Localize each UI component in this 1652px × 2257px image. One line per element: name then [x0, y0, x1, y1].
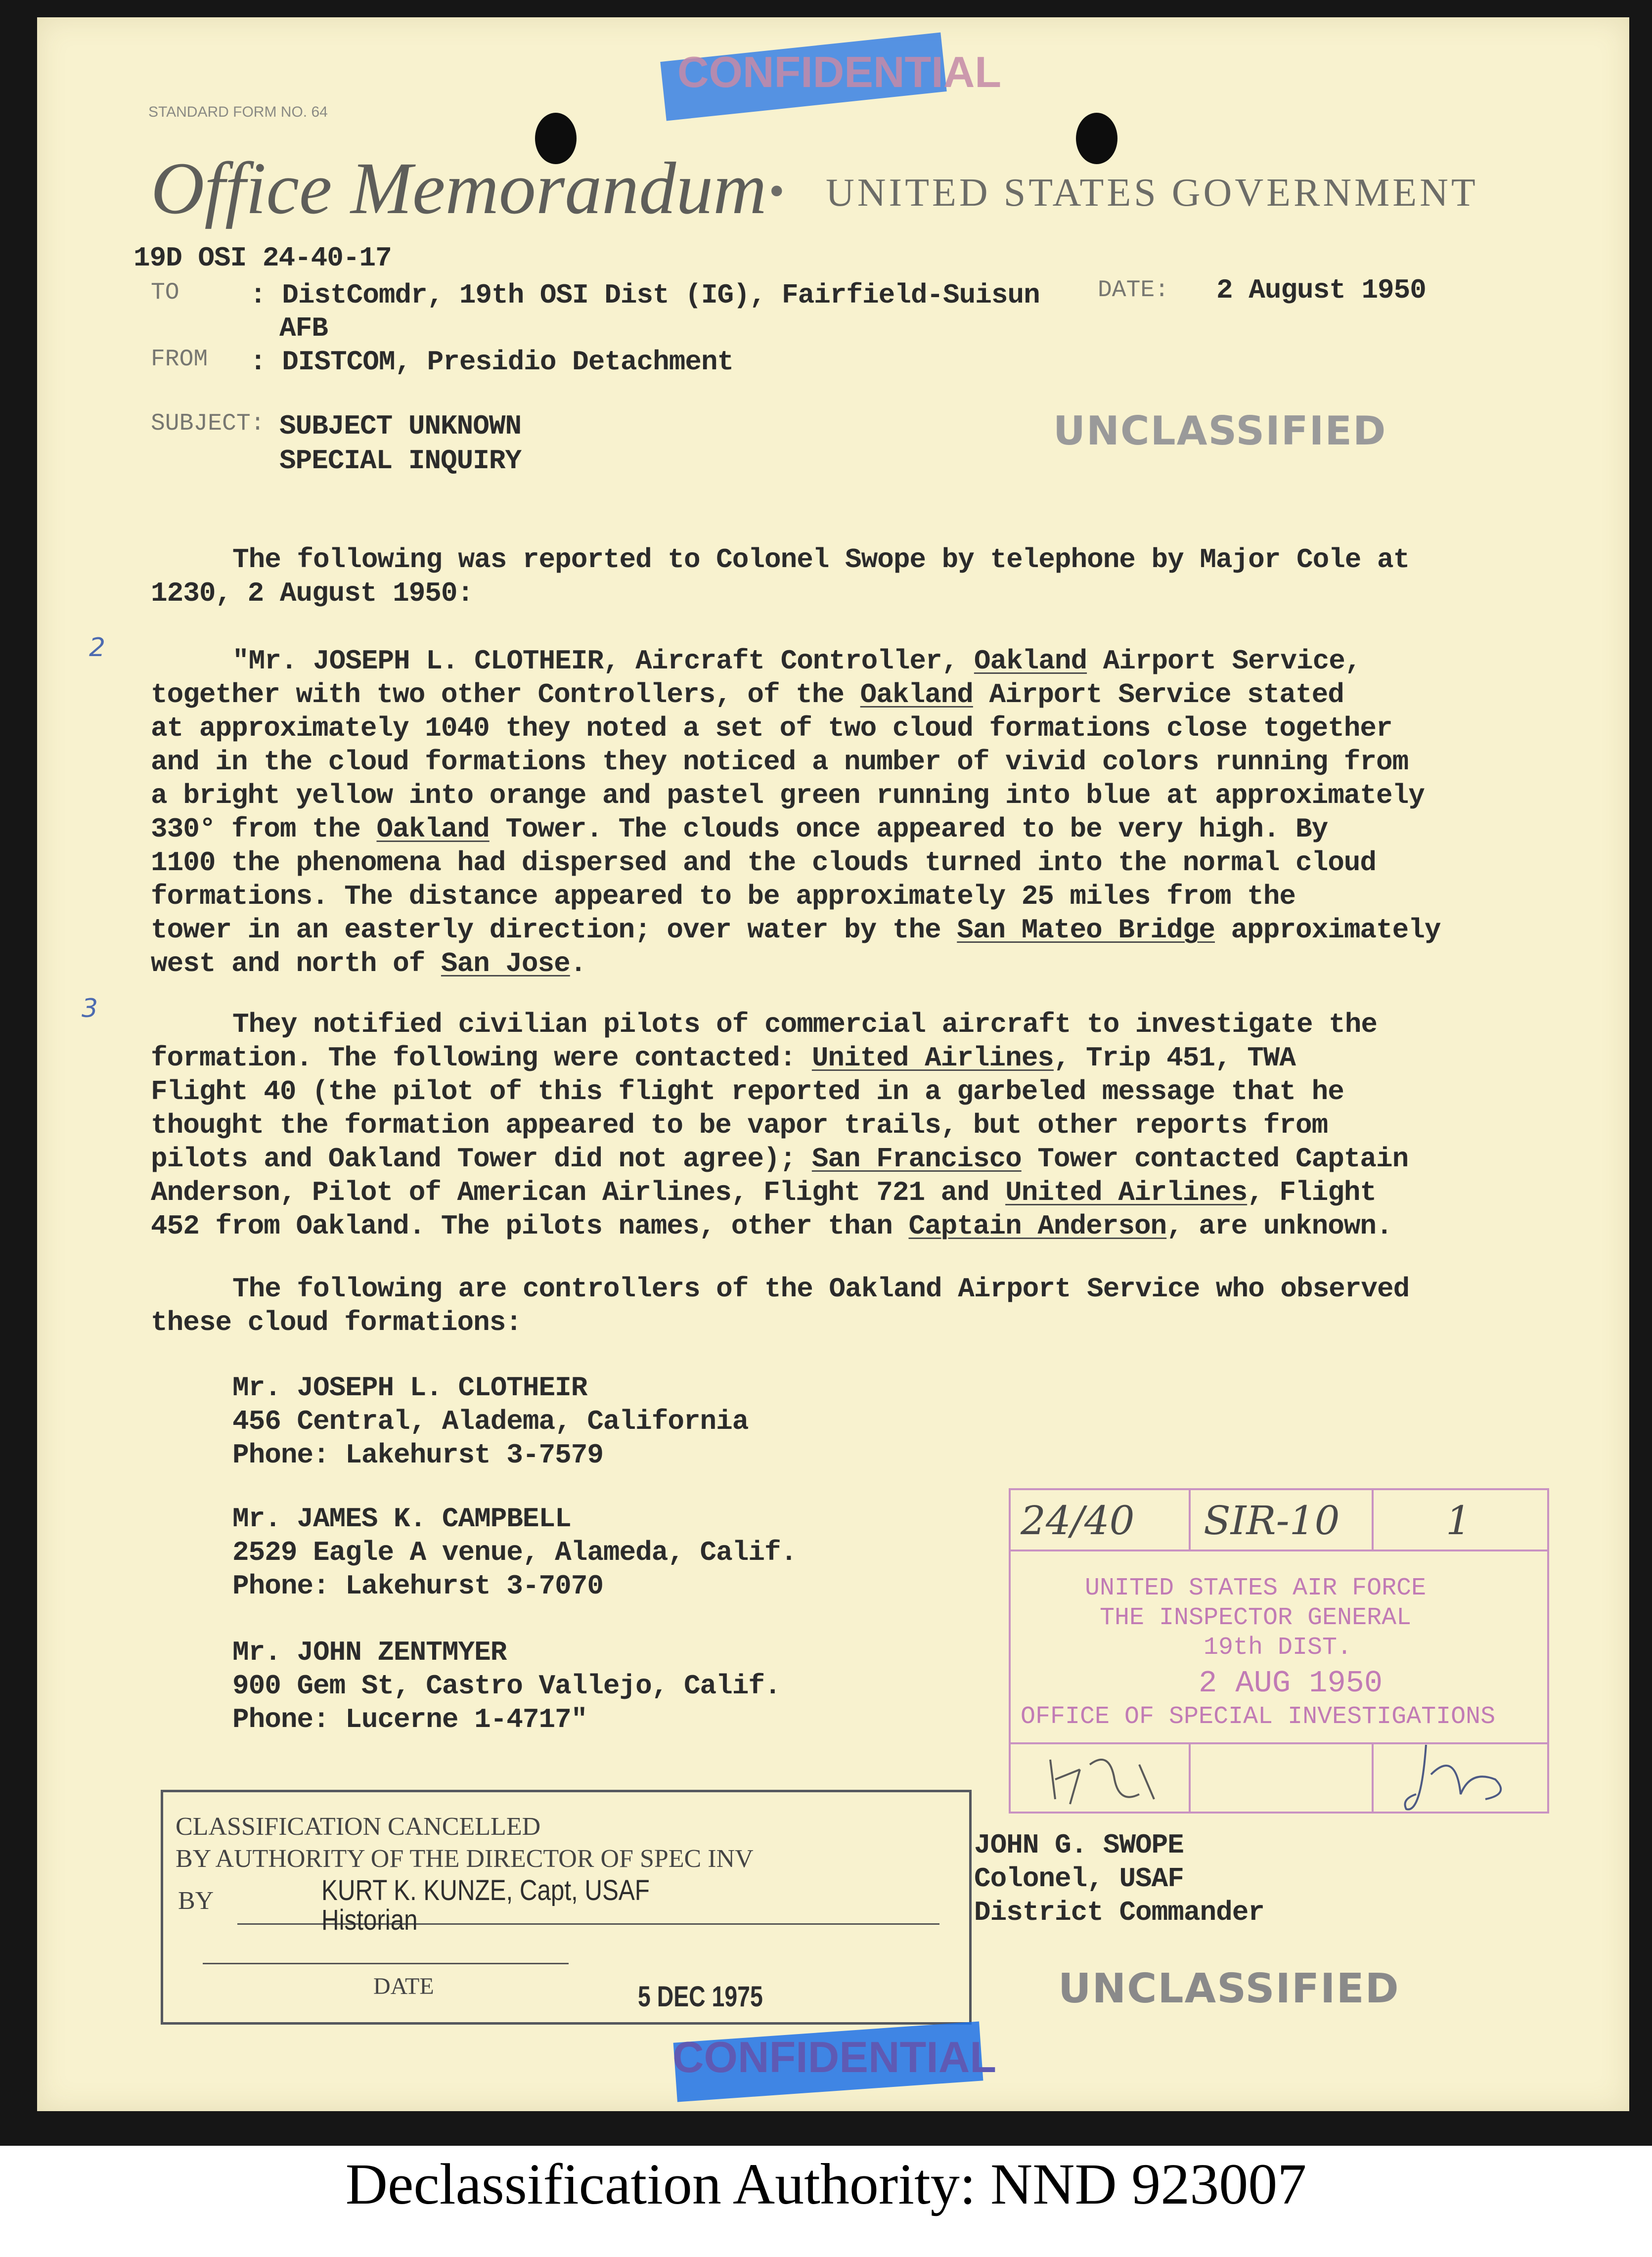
declass-by-value: KURT K. KUNZE, Capt, USAF	[321, 1874, 650, 1906]
osi-line5: OFFICE OF SPECIAL INVESTIGATIONS	[1021, 1703, 1496, 1731]
stamp-divider	[1372, 1490, 1374, 1549]
unclassified-stamp-bottom: UNCLASSIFIED	[1058, 1965, 1400, 2012]
to-value-line2: AFB	[279, 312, 328, 344]
handwritten-number: 1	[1446, 1498, 1471, 1544]
p2-line: Anderson, Pilot of American Airlines, Flight 721 and United Airlines, Flight	[151, 1177, 1377, 1208]
file-number: 19D OSI 24-40-17	[134, 242, 392, 274]
declass-by-title: Historian	[321, 1904, 418, 1936]
controller-name: Mr. JOSEPH L. CLOTHEIR	[232, 1372, 587, 1404]
paragraph-3	[151, 1273, 1486, 1340]
from-label: FROM	[151, 346, 208, 373]
osi-line1: UNITED STATES AIR FORCE	[1085, 1574, 1427, 1602]
osi-date: 2 AUG 1950	[1199, 1666, 1383, 1701]
p1-line: 330° from the Oakland Tower. The clouds once appeared to be very high. By	[151, 813, 1328, 845]
unclassified-stamp-top: UNCLASSIFIED	[1053, 408, 1387, 454]
signature-block	[974, 1829, 1652, 1930]
p1-line: formations. The distance appeared to be approximately 25 miles from the	[151, 881, 1295, 912]
date-value: 2 August 1950	[1216, 274, 1426, 306]
controller-address: 900 Gem St, Castro Vallejo, Calif.	[232, 1670, 781, 1702]
declass-date-value: 5 DEC 1975	[638, 1981, 763, 2013]
p3-line: The following are controllers of the Oakland Airport Service who observed	[232, 1273, 1410, 1305]
intro-paragraph	[151, 544, 1486, 611]
stamp-divider	[1189, 1490, 1191, 1549]
p2-line: 452 from Oakland. The pilots names, other than Captain Anderson, are unknown.	[151, 1210, 1392, 1242]
signer-rank: Colonel, USAF	[974, 1863, 1184, 1895]
subject-line2: SPECIAL INQUIRY	[279, 445, 522, 477]
declass-line1: CLASSIFICATION CANCELLED	[176, 1813, 541, 1841]
date-label: DATE:	[1098, 277, 1169, 304]
controller-phone: Phone: Lakehurst 3-7579	[232, 1439, 603, 1471]
controller-address: 2529 Eagle A venue, Alameda, Calif.	[232, 1537, 797, 1568]
from-value: : DISTCOM, Presidio Detachment	[250, 346, 734, 378]
controller-phone: Phone: Lucerne 1-4717"	[232, 1704, 587, 1735]
paragraph-2	[151, 1009, 1486, 1244]
signer-title: District Commander	[974, 1897, 1264, 1928]
p2-line: Flight 40 (the pilot of this flight reported in a garbeled message that he	[151, 1076, 1344, 1107]
osi-line3: 19th DIST.	[1204, 1634, 1352, 1662]
controller-phone: Phone: Lakehurst 3-7070	[232, 1570, 603, 1602]
stamp-divider	[1011, 1549, 1547, 1551]
p2-line: pilots and Oakland Tower did not agree); San Francisco Tower contacted Captain	[151, 1143, 1409, 1175]
osi-receipt-stamp	[1009, 1488, 1549, 1814]
confidential-stamp-bottom: CONFIDENTIAL	[672, 2033, 997, 2081]
punch-hole-right	[1076, 113, 1117, 164]
memo-title: Office Memorandum	[151, 147, 767, 229]
to-value: : DistComdr, 19th OSI Dist (IG), Fairfield-Suisun	[250, 279, 1040, 311]
title-bullet: •	[769, 167, 785, 216]
p2-line: formation. The following were contacted: United Airlines, Trip 451, TWA	[151, 1042, 1296, 1074]
para-mark-3: 3	[82, 994, 98, 1023]
stamp-divider	[1372, 1742, 1374, 1812]
p1-line: at approximately 1040 they noted a set of two cloud formations close together	[151, 712, 1392, 744]
controller-1	[232, 1372, 1567, 1473]
subject-label: SUBJECT:	[151, 410, 265, 437]
declass-line2: BY AUTHORITY OF THE DIRECTOR OF SPEC INV	[176, 1845, 754, 1873]
subject-line1: SUBJECT UNKNOWN	[279, 410, 522, 442]
declass-by-label: BY	[178, 1887, 214, 1915]
p1-line: "Mr. JOSEPH L. CLOTHEIR, Aircraft Controller, Oakland Airport Service,	[232, 645, 1361, 677]
para-mark-2: 2	[89, 633, 106, 663]
signer-name: JOHN G. SWOPE	[974, 1829, 1184, 1861]
declassification-stamp	[161, 1790, 972, 2025]
p2-line: thought the formation appeared to be vapor trails, but other reports from	[151, 1109, 1328, 1141]
declass-date-label: DATE	[373, 1973, 434, 1999]
to-label: TO	[151, 279, 179, 306]
handwritten-file: 24/40	[1021, 1498, 1135, 1544]
p3-line: these cloud formations:	[151, 1307, 522, 1338]
confidential-stamp-top: CONFIDENTIAL	[677, 47, 1002, 96]
agency-name: UNITED STATES GOVERNMENT	[826, 171, 1478, 215]
p1-line: a bright yellow into orange and pastel green running into blue at approximately	[151, 780, 1425, 811]
p1-line: and in the cloud formations they noticed a number of vivid colors running from	[151, 746, 1409, 778]
controller-address: 456 Central, Aladema, California	[232, 1406, 749, 1437]
paragraph-1	[151, 645, 1486, 981]
controller-name: Mr. JAMES K. CAMPBELL	[232, 1503, 571, 1535]
p1-line: 1100 the phenomena had dispersed and the clouds turned into the normal cloud	[151, 847, 1377, 879]
intro-line: The following was reported to Colonel Swope by telephone by Major Cole at	[232, 544, 1410, 575]
form-number: STANDARD FORM NO. 64	[148, 104, 328, 120]
controller-name: Mr. JOHN ZENTMYER	[232, 1637, 507, 1668]
handwritten-initials	[1040, 1750, 1169, 1809]
p2-line: They notified civilian pilots of commercial aircraft to investigate the	[232, 1009, 1377, 1040]
stamp-divider	[1189, 1742, 1191, 1812]
p1-line: west and north of San Jose.	[151, 948, 586, 979]
osi-line2: THE INSPECTOR GENERAL	[1100, 1604, 1412, 1632]
p1-line: tower in an easterly direction; over water by the San Mateo Bridge approximately	[151, 914, 1441, 946]
declass-rule	[203, 1963, 569, 1964]
p1-line: together with two other Controllers, of the Oakland Airport Service stated	[151, 679, 1344, 710]
handwritten-sir: SIR-10	[1204, 1498, 1340, 1544]
intro-line: 1230, 2 August 1950:	[151, 577, 474, 609]
handwritten-signature-mark	[1396, 1740, 1530, 1819]
declassification-caption: Declassification Authority: NND 923007	[345, 2152, 1307, 2216]
